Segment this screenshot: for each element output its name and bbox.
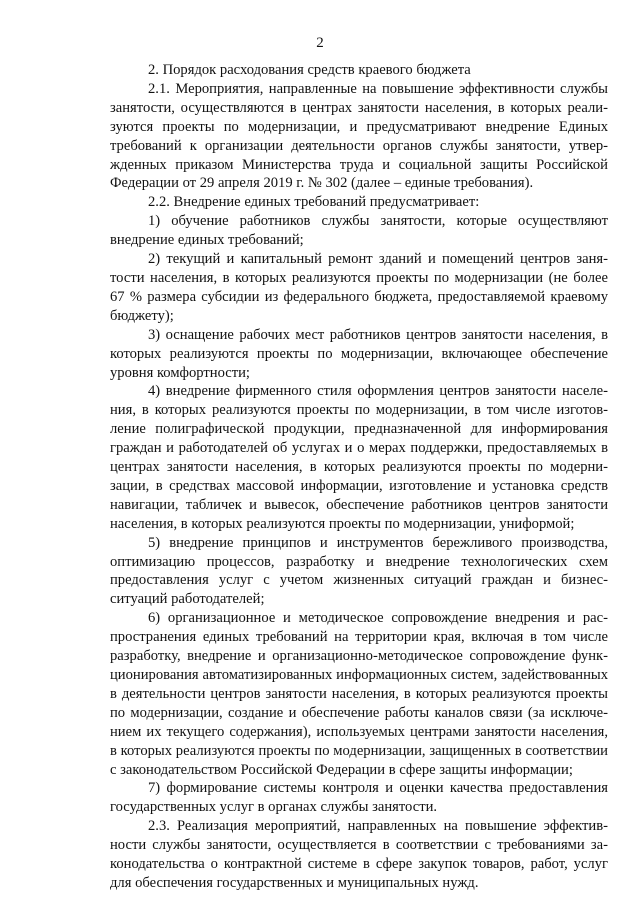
list-item-3: 3) оснащение рабочих мест работников центров занятости населения, в которых реализуются проекты по модернизации, включающее обеспечение уровня комфортности; xyxy=(110,326,608,381)
list-item-5: 5) внедрение принципов и инструментов бережливого производства, оптимизацию процессов, разработку и внедрение технологических схем предоставления услуг с учетом жизненных ситуаций граждан и бизнес-ситуаций работодателей; xyxy=(110,534,608,608)
paragraph-2-3: 2.3. Реализация мероприятий, направленных на повышение эффективности службы занятости, осуществляется в соответствии с требованиями законодательства о контрактной системе в сфере закупок товаров, работ, услуг для обеспечения государственных и муниципальных нужд. xyxy=(110,818,608,891)
paragraph-2-2: 2.2. Внедрение единых требований предусматривает: xyxy=(148,194,480,211)
list-item-4: 4) внедрение фирменного стиля оформления центров занятости населения, в которых реализуются проекты по модернизации, в том числе изготовление полиграфической продукции, предназначенной для информирования граждан и работодателей об услугах и о мерах поддержки, предоставляемых в центрах занятости населения, в которых реализуются проекты по модернизации, в средствах массовой информации, изготовление и установка средств навигации, табличек и вывесок, обеспечение работников центров занятости населения, в которых реализуются проекты по модернизации, униформой; xyxy=(110,383,608,532)
section-title: 2. Порядок расходования средств краевого бюджета xyxy=(148,62,471,78)
page-number: 2 xyxy=(316,35,324,51)
document-body xyxy=(110,61,608,893)
list-item-1: 1) обучение работников службы занятости, которые осуществляют внедрение единых требований; xyxy=(110,213,608,249)
list-item-7: 7) формирование системы контроля и оценки качества предоставления государственных услуг в органах службы занятости. xyxy=(110,780,608,816)
list-item-6: 6) организационное и методическое сопровождение внедрения и распространения единых требований на территории края, включая в том числе разработку, внедрение и организационно-методическое сопровождение функционирования автоматизированных информационных систем, задействованных в деятельности центров занятости населения, в которых реализуются проекты по модернизации, создание и обеспечение работы каналов связи (за исключением их текущего содержания), используемых центрами занятости населения, в которых реализуются проекты по модернизации, защищенных в соответствии с законодательством Российской Федерации в сфере защиты информации; xyxy=(110,610,608,778)
paragraph-2-1: 2.1. Мероприятия, направленные на повышение эффективности службы занятости, осуществляются в центрах занятости населения, в которых реализуются проекты по модернизации, и предусматривают внедрение Единых требований к организации деятельности органов службы занятости, утвержденных приказом Министерства труда и социальной защиты Российской Федерации от 29 апреля 2019 г. № 302 (далее – единые требования). xyxy=(110,80,608,192)
list-item-2: 2) текущий и капитальный ремонт зданий и помещений центров занятости населения, в которых реализуются проекты по модернизации (не более 67 % размера субсидии из федерального бюджета, предоставляемой краевому бюджету); xyxy=(110,251,608,324)
